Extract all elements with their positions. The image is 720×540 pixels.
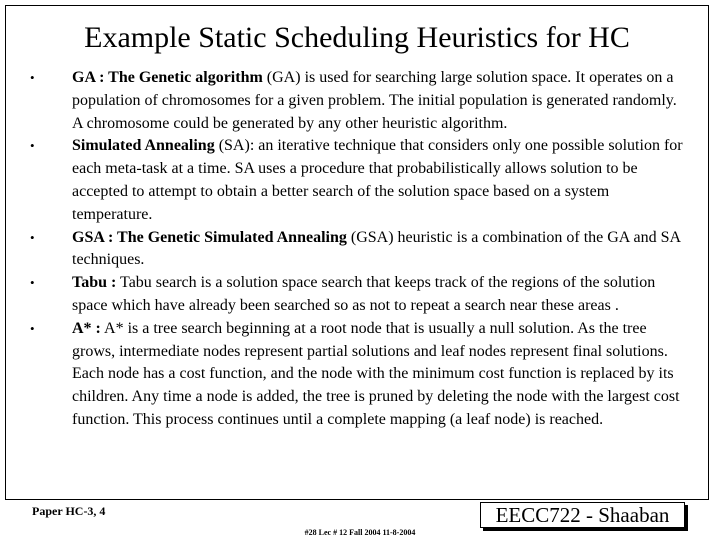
bullet-list	[30, 67, 690, 432]
bullet-text: Tabu search is a solution space search that keeps track of the regions of the solution space which have already been searched so as not to repeat a search near these areas .	[72, 274, 656, 314]
bullet-dot-icon: •	[30, 229, 35, 245]
slide-title: Example Static Scheduling Heuristics for HC	[84, 21, 630, 54]
bullet-item-astar	[30, 318, 690, 432]
bullet-text: (GSA) heuristic is a combination of the GA and SA techniques.	[72, 228, 681, 269]
bullet-item-sa	[30, 135, 690, 226]
bullet-item-gsa	[30, 227, 690, 273]
paper-reference: Paper HC-3, 4	[32, 504, 106, 518]
bullet-term: GSA : The Genetic Simulated Annealing	[72, 228, 347, 246]
bullet-text: A* is a tree search beginning at a root node that is usually a null solution. As the tree grows, intermediate nodes represent partial solutions and leaf nodes represent final solutions. Each node has a cost function, and the node with the minimum cost function is replaced by its children. Any time a node is added, the tree is pruned by deleting the node with the largest cost function. This process continues until a complete mapping (a leaf node) is reached.	[72, 319, 680, 428]
bullet-dot-icon: •	[30, 138, 35, 154]
slide-info: #28 Lec # 12 Fall 2004 11-8-2004	[304, 528, 416, 537]
bullet-dot-icon: •	[30, 70, 35, 85]
course-badge: EECC722 - Shaaban	[480, 502, 685, 528]
bullet-term: Simulated Annealing	[72, 137, 215, 155]
bullet-dot-icon: •	[30, 275, 35, 291]
bullet-item-tabu	[30, 272, 690, 318]
bullet-text: (SA): an iterative technique that considers only one possible solution for each meta-task at a time. SA uses a procedure that probabilistically allows solution to be accepted to attempt to obtain a better search of the solution space based on a system temperature.	[72, 137, 683, 223]
bullet-text: (GA) is used for searching large solution space. It operates on a population of chromosomes for a given problem. The initial population is generated randomly. A chromosome could be generated by any other heuristic algorithm.	[72, 69, 677, 132]
bullet-term: Tabu :	[72, 274, 117, 292]
bullet-dot-icon: •	[30, 320, 35, 336]
bullet-item-ga	[30, 67, 690, 135]
bullet-term: A* :	[72, 319, 101, 337]
bullet-term: GA : The Genetic algorithm	[72, 69, 263, 86]
